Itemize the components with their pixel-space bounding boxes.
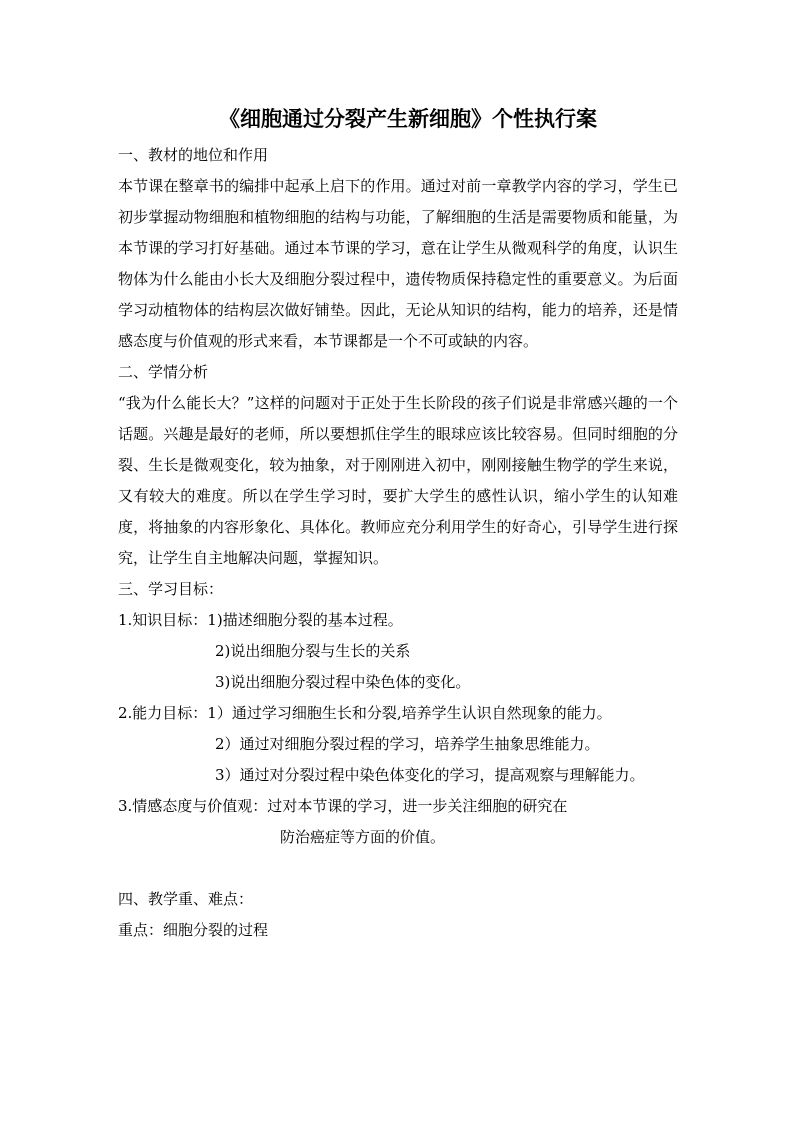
ability-goal-item: 2）通过对细胞分裂过程的学习，培养学生抽象思维能力。 <box>215 735 600 753</box>
ability-goal-lead: 2.能力目标：1）通过学习细胞生长和分裂,培养学生认识自然现象的能力。 <box>118 704 612 722</box>
knowledge-goal-item: 3)说出细胞分裂过程中染色体的变化。 <box>215 673 471 691</box>
key-point: 重点：细胞分裂的过程 <box>118 921 269 939</box>
document-title: 《细胞通过分裂产生新细胞》个性执行案 <box>219 106 597 131</box>
section-heading-3: 三、学习目标： <box>118 580 224 598</box>
knowledge-goal-lead: 1.知识目标：1)描述细胞分裂的基本过程。 <box>118 611 403 629</box>
section-heading-4: 四、教学重、难点： <box>118 890 254 908</box>
section-paragraph-1: 本节课在整章书的编排中起承上启下的作用。通过对前一章教学内容的学习，学生已初步掌握动物细胞和植物细胞的结构与功能，了解细胞的生活是需要物质和能量，为本节课的学习打好基础。通过本节课的学习，意在让学生从微观科学的角度，认识生物体为什么能由小长大及细胞分裂过程中，遗传物质保持稳定性的重要意义。为后面学习动植物体的结构层次做好铺垫。因此，无论从知识的结构，能力的培养，还是情感态度与价值观的形式来看，本节课都是一个不可或缺的内容。 <box>118 177 678 350</box>
section-paragraph-2: “我为什么能长大？”这样的问题对于正处于生长阶段的孩子们说是非常感兴趣的一个话题。兴趣是最好的老师，所以要想抓住学生的眼球应该比较容易。但同时细胞的分裂、生长是微观变化，较为抽象，对于刚刚进入初中，刚刚接触生物学的学生来说，又有较大的难度。所以在学生学习时，要扩大学生的感性认识，缩小学生的认知难度，将抽象的内容形象化、具体化。教师应充分利用学生的好奇心，引导学生进行探究，让学生自主地解决问题，掌握知识。 <box>118 394 678 567</box>
section-heading-1: 一、教材的地位和作用 <box>118 146 269 164</box>
knowledge-goal-item: 2)说出细胞分裂与生长的关系 <box>215 642 411 660</box>
values-goal-lead: 3.情感态度与价值观：过对本节课的学习，进一步关注细胞的研究在 <box>118 797 568 815</box>
blank-line <box>118 853 678 884</box>
document-page <box>118 98 678 946</box>
section-heading-2: 二、学情分析 <box>118 363 209 381</box>
values-goal-continuation: 防治癌症等方面的价值。 <box>280 828 446 846</box>
ability-goal-item: 3）通过对分裂过程中染色体变化的学习，提高观察与理解能力。 <box>215 766 645 784</box>
